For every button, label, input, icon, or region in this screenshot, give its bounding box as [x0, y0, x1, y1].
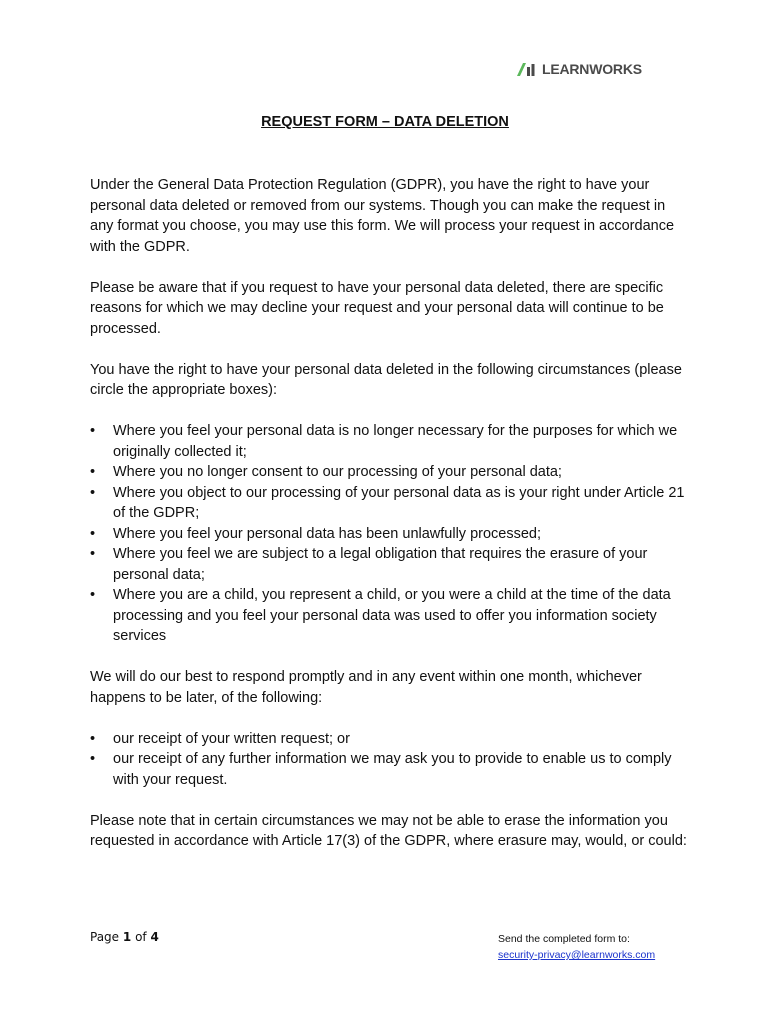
document-body — [90, 175, 690, 872]
page-label: Page — [90, 930, 120, 944]
list-item: • Where you object to our processing of your personal data as is your right under Article 21 of the GDPR; — [90, 483, 690, 524]
send-label: Send the completed form to: — [498, 933, 630, 945]
learnworks-logo-icon — [517, 61, 539, 77]
intro-paragraph: Under the General Data Protection Regulation (GDPR), you have the right to have your personal data deleted or removed from our systems. Though you can make the request in any format you choose, you may use this form. We will process your request in accordance with the GDPR. — [90, 177, 675, 255]
list-item: • our receipt of your written request; or — [90, 729, 690, 750]
page-of: of — [135, 930, 147, 944]
page-total: 4 — [150, 930, 159, 944]
email-link[interactable]: security-privacy@learnworks.com — [498, 949, 656, 961]
aware-paragraph: Please be aware that if you request to have your personal data deleted, there are specific reasons for which we may decline your request and your personal data will continue to be processed. — [90, 279, 664, 337]
list-item: • Where you feel your personal data has been unlawfully processed; — [90, 524, 690, 545]
document-title: REQUEST FORM – DATA DELETION — [261, 114, 509, 130]
circumstances-list — [90, 421, 690, 647]
learnworks-logo — [517, 61, 642, 77]
receipts-list — [90, 729, 690, 791]
send-to-block — [498, 931, 655, 963]
note-paragraph: Please note that in certain circumstances we may not be able to erase the information you requested in accordance with Article 17(3) of the GDPR, where erasure may, would, or could: — [90, 812, 687, 849]
list-item: • Where you no longer consent to our processing of your personal data; — [90, 462, 690, 483]
list-item: • Where you are a child, you represent a child, or you were a child at the time of the data processing and you feel your personal data was used to offer you information society services — [90, 585, 690, 647]
rights-paragraph: You have the right to have your personal data deleted in the following circumstances (please circle the appropriate boxes): — [90, 361, 682, 398]
page-current: 1 — [122, 930, 132, 944]
page-number — [90, 930, 159, 944]
list-item: • Where you feel we are subject to a legal obligation that requires the erasure of your personal data; — [90, 544, 690, 585]
brand-name: LEARNWORKS — [542, 61, 642, 77]
list-item: • our receipt of any further information we may ask you to provide to enable us to comply with your request. — [90, 749, 690, 790]
list-item: • Where you feel your personal data is no longer necessary for the purposes for which we originally collected it; — [90, 421, 690, 462]
respond-paragraph: We will do our best to respond promptly and in any event within one month, whichever happens to be later, of the following: — [90, 669, 642, 706]
